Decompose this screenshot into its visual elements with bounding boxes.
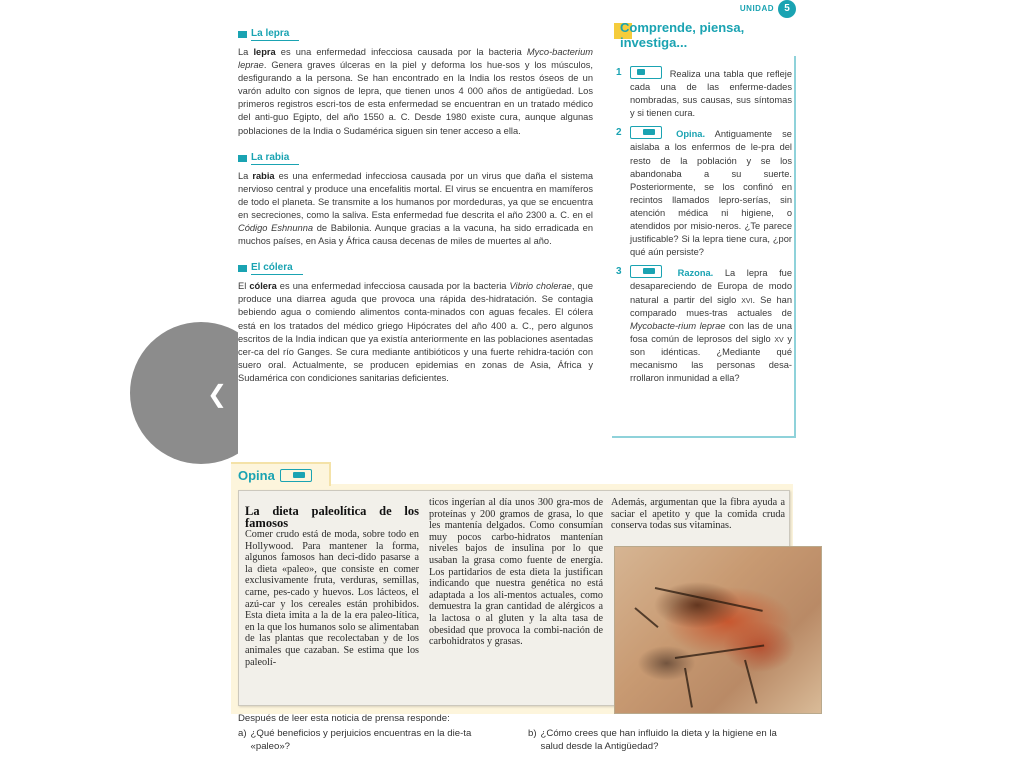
section-paragraph: El cólera es una enfermedad infecciosa causada por la bacteria Vibrio cholerae, que produce una diarrea aguda que provoca una rápida des-hidratación. Se contagia bebiendo agua o comiendo alimentos conta-minados con aguas fecales. El cólera está en los tratados del médico griego Hipócrates del año 400 a. C., pero algunos escritos de la India indican que ya existía anteriormente en las poblaciones asentadas cer-ca del río Ganges. Se cura mediante antibióticos y una fuerte rehidra-tación con suero oral. Actualmente, se producen epidemias en zonas de Asia, África y Sudamérica con condiciones sanitarias deficientes. (238, 281, 593, 383)
section-lepra (238, 28, 593, 138)
activity-item (616, 265, 794, 385)
section-colera (238, 262, 593, 385)
activity-body (630, 126, 792, 259)
section-heading-text: La rabia (251, 152, 299, 165)
news-column-2 (429, 497, 603, 648)
activity-number: 1 (616, 67, 622, 78)
section-rabia (238, 152, 593, 249)
opina-title-text: Opina (238, 468, 275, 483)
table-check-icon (630, 66, 662, 79)
speech-icon (630, 126, 662, 139)
speech-icon (630, 265, 662, 278)
section-heading-text: El cólera (251, 262, 303, 275)
question-label: b) (528, 728, 537, 739)
activity-number: 2 (616, 127, 622, 139)
speech-icon (280, 469, 312, 482)
photo-outline (684, 668, 693, 708)
activity-text: Antiguamente se aislaba a los enfermos de le-pra del resto de la población y se los abandonaba a su suerte. Posteriormente, se los confinó en recintos llamados lepro-serías, sin atención médica ni higiene, o atendidos por misio-neros. ¿Te parece justificable? Si la lepra tiene cura, ¿por qué aún persiste? (630, 129, 792, 258)
questions-row (238, 727, 798, 753)
disease-sections (238, 28, 593, 399)
activity-item (616, 126, 794, 259)
activities-box (612, 20, 794, 435)
chevron-left-icon: ❮ (207, 381, 228, 408)
question-b (528, 727, 798, 753)
unit-label: UNIDAD (739, 4, 774, 13)
activities-title (620, 20, 794, 50)
news-text: Además, argumentan que la fibra ayuda a saciar el apetito y que la comida cruda conserva todas sus vitaminas. (611, 497, 785, 532)
heading-marker-icon (238, 31, 247, 38)
activity-text: Realiza una tabla que refleje cada una de las enferme-dades nombradas, sus causas, sus síntomas y si tienen cura. (630, 69, 792, 119)
activities-border (612, 56, 796, 438)
questions-block (238, 712, 798, 753)
activity-tag: Razona. (677, 268, 714, 279)
question-text: ¿Qué beneficios y perjuicios encuentras en la die-ta «paleo»? (250, 728, 472, 752)
news-headline: La dieta paleolítica de los famosos (245, 504, 419, 530)
photo-outline (675, 644, 764, 659)
section-heading-lepra (238, 28, 593, 41)
news-text: Comer crudo está de moda, sobre todo en Hollywood. Para mantener la forma, algunos famosos han deci-dido pasarse a la dieta «paleo», que consiste en comer exclusivamente fruta, verduras, semillas, carne, pes-cado y huevos. Los lácteos, el azú-car y los cereales están prohibidos. Esta dieta imita a la de la era paleo-lítica, en la que los humanos solo se alimentaban de las plantas que recolectaban y de los animales que cazaban. Se estima que los paleolí- (245, 529, 419, 668)
unit-number-badge: 5 (778, 0, 796, 18)
section-paragraph: La lepra es una enfermedad infecciosa causada por la bacteria Myco-bacterium leprae. Genera graves úlceras en la piel y deforma los hue-sos y los músculos, desfigurando a la persona. Se han encontrado en la India los restos óseos de un varón adulto con signos de lepra, que tienen unos 4 000 años de antigüedad. Los primeros registros escri-tos de esta enfermedad se encuentran en un tratado médico del anti-guo Egipto, del año 1550 a. C. Desde 1980 existe cura, aunque algunas poblaciones de la India o Sudamérica siguen sin tener acceso a ella. (238, 47, 593, 136)
activity-item (616, 66, 794, 120)
section-heading-rabia (238, 152, 593, 165)
cave-painting-bison-photo (614, 546, 822, 714)
section-paragraph: La rabia es una enfermedad infecciosa causada por un virus que daña el sistema nervioso central y produce una encefalitis mortal. El virus se encuentra en mamíferos de todo el planeta. Se transmite a los humanos por mordeduras, ya que se encuentra en secreciones, como la saliva. Esta enfermedad fue descrita el año 2300 a. C. en el Código Eshnunna de Babilonia. Aunque gracias a la vacuna, ha sido erradicada en muchos países, en Asia y África causa decenas de miles de muertes al año. (238, 170, 593, 247)
activity-body (630, 66, 792, 120)
question-label: a) (238, 728, 247, 739)
heading-marker-icon (238, 155, 247, 162)
photo-outline (634, 607, 658, 628)
section-heading-text: La lepra (251, 28, 299, 41)
activity-tag: Opina. (676, 129, 706, 140)
photo-outline (744, 660, 758, 704)
activity-body (630, 265, 792, 385)
heading-marker-icon (238, 265, 247, 272)
news-text: ticos ingerían al día unos 300 gra-mos de proteínas y 200 gramos de grasa, lo que les mantenía delgados. Como consumían muy pocos carbo-hidratos mantenían niveles bajos de insulina por lo que usaban la grasa como fuente de energía. Los partidarios de esta dieta la justifican indicando que nuestra genética no está adaptada a los ali-mentos actuales, como demuestra la gran cantidad de alérgicos a la lactosa o al gluten y la alta tasa de obesidad que provoca la combi-nación de carbohidratos y grasas. (429, 497, 603, 648)
photo-outline (655, 587, 763, 612)
opina-title (238, 468, 316, 483)
previous-page-button[interactable] (0, 322, 238, 464)
activities-title-text: Comprende, piensa, investiga... (620, 20, 745, 50)
activity-text: La lepra fue desapareciendo de Europa de modo natural a partir del siglo xvi. Se han comparado mues-tras actuales de Mycobacte-rium leprae con las de una fosa común de leprosos del siglo xv y son idénticas. ¿Mediante qué mecanismo las personas desa-rrollaron inmunidad a ella? (630, 268, 793, 384)
question-a (238, 727, 508, 753)
section-heading-colera (238, 262, 593, 275)
news-column-1 (245, 497, 419, 668)
question-text: ¿Cómo crees que han influido la dieta y la higiene en la salud desde la Antigüedad? (540, 728, 777, 752)
question-intro: Después de leer esta noticia de prensa responde: (238, 713, 450, 724)
activity-number: 3 (616, 266, 622, 278)
news-column-3 (611, 497, 785, 532)
